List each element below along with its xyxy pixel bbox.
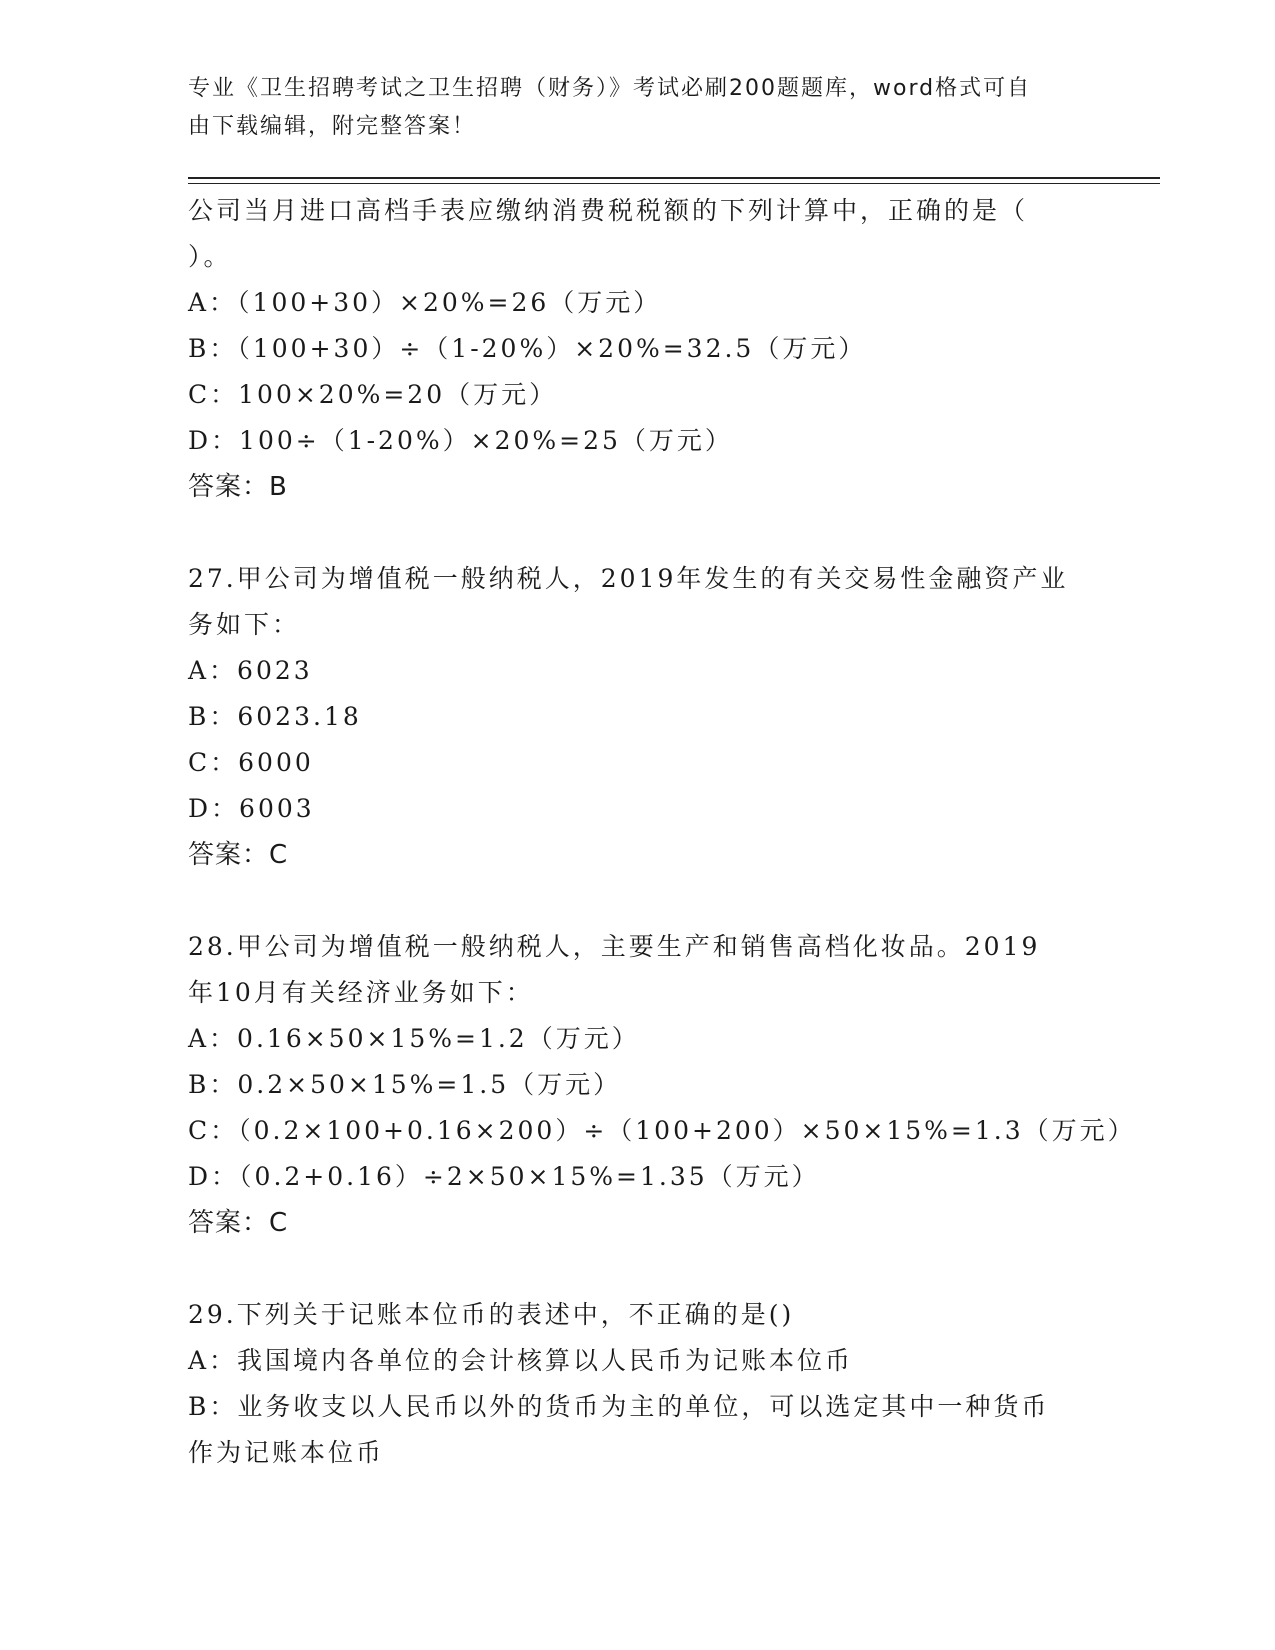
option-b-continued: 作为记账本位币	[188, 1438, 385, 1467]
option-c: C：100×20%=20（万元）	[188, 380, 558, 409]
question-spacer	[188, 1246, 1088, 1292]
header-title-line-1: 专业《卫生招聘考试之卫生招聘（财务）》考试必刷200题题库，word格式可自	[188, 76, 1032, 101]
option-a: A：0.16×50×15%=1.2（万元）	[188, 1024, 640, 1053]
question-stem-line: 公司当月进口高档手表应缴纳消费税税额的下列计算中，正确的是（	[188, 196, 1029, 225]
option-d: D：100÷（1-20%）×20%=25（万元）	[188, 426, 733, 455]
option-a: A：我国境内各单位的会计核算以人民币为记账本位币	[188, 1346, 854, 1375]
question-list	[188, 188, 1136, 1476]
question-block-26	[188, 188, 1088, 510]
question-block-28	[188, 924, 1136, 1246]
question-block-27	[188, 556, 1088, 878]
option-c: C：（0.2×100+0.16×200）÷（100+200）×50×15%=1.3（万元）	[188, 1116, 1136, 1145]
option-a: A：（100+30）×20%=26（万元）	[188, 288, 662, 317]
question-spacer	[188, 878, 1088, 924]
answer-line: 答案：B	[188, 472, 288, 502]
header-title-line-2: 由下载编辑，附完整答案！	[188, 114, 477, 139]
option-b: B：6023.18	[188, 702, 362, 731]
option-d: D：（0.2+0.16）÷2×50×15%=1.35（万元）	[188, 1162, 820, 1191]
option-b: B：0.2×50×15%=1.5（万元）	[188, 1070, 622, 1099]
answer-line: 答案：C	[188, 840, 289, 870]
header-divider-thin	[188, 183, 1160, 184]
question-spacer	[188, 510, 1088, 556]
option-d: D：6003	[188, 794, 315, 823]
option-b: B：业务收支以人民币以外的货币为主的单位，可以选定其中一种货币	[188, 1392, 1050, 1421]
question-stem-line: 务如下：	[188, 610, 301, 639]
question-stem-line: 28.甲公司为增值税一般纳税人，主要生产和销售高档化妆品。2019	[188, 932, 1041, 961]
document-header	[188, 70, 1088, 146]
option-b: B：（100+30）÷（1-20%）×20%=32.5（万元）	[188, 334, 867, 363]
question-stem-line: ）。	[188, 242, 232, 271]
question-stem-line: 29.下列关于记账本位币的表述中，不正确的是()	[188, 1300, 795, 1329]
question-stem-line: 27.甲公司为增值税一般纳税人，2019年发生的有关交易性金融资产业	[188, 564, 1069, 593]
question-block-29	[188, 1292, 1088, 1476]
option-a: A：6023	[188, 656, 313, 685]
answer-line: 答案：C	[188, 1208, 289, 1238]
option-c: C：6000	[188, 748, 314, 777]
question-stem-line: 年10月有关经济业务如下：	[188, 978, 534, 1007]
header-divider-thick	[188, 177, 1160, 179]
